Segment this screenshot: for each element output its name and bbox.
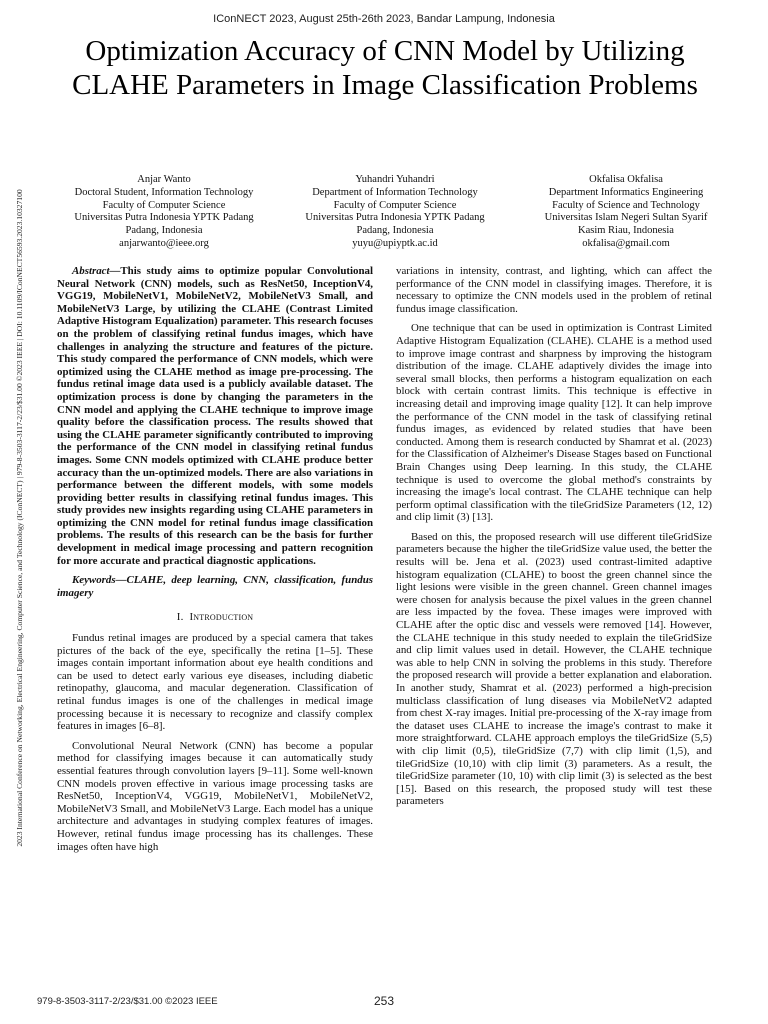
author-email[interactable]: okfalisa@gmail.com — [582, 237, 670, 249]
author-university: Universitas Islam Negeri Sultan Syarif — [544, 212, 708, 224]
conference-header: IConNECT 2023, August 25th-26th 2023, Bandar Lampung, Indonesia — [213, 13, 555, 25]
author-name: Yuhandri Yuhandri — [355, 174, 435, 185]
author-name: Anjar Wanto — [137, 174, 191, 185]
paper-title: Optimization Accuracy of CNN Model by Utilizing CLAHE Parameters in Image Classification Problems — [72, 35, 698, 101]
author-block — [50, 174, 740, 251]
author-location: Padang, Indonesia — [125, 225, 203, 237]
author-name: Okfalisa Okfalisa — [589, 174, 663, 185]
author-1 — [50, 174, 278, 251]
keywords-text: CLAHE, deep learning, CNN, classification, fundus imagery — [57, 574, 373, 599]
left-column — [57, 265, 373, 860]
footer-isbn: 979-8-3503-3117-2/23/$31.00 ©2023 IEEE — [37, 996, 218, 1007]
author-affiliation: Doctoral Student, Information Technology — [74, 186, 254, 198]
keywords — [57, 574, 373, 599]
author-2 — [281, 174, 509, 251]
abstract-label: Abstract— — [72, 265, 121, 277]
section-title: Introduction — [189, 611, 254, 624]
author-faculty: Faculty of Computer Science — [102, 199, 226, 211]
author-3 — [512, 174, 740, 251]
section-number: I. — [176, 611, 184, 624]
author-university: Universitas Putra Indonesia YPTK Padang — [74, 212, 254, 224]
author-faculty: Faculty of Computer Science — [333, 199, 457, 211]
author-affiliation: Department of Information Technology — [312, 186, 478, 198]
abstract-text: This study aims to optimize popular Convolutional Neural Network (CNN) models, such as ResNet50, InceptionV4, VGG19, MobileNetV1, MobileNetV2, MobileNetV3 Small, and MobileNetV3 Large, by utilizing the CLAHE (Contrast Limited Adaptive Histogram Equalization) parameter. This research focuses on the problem of classifying retinal fundus images, which have challenges in analyzing the structure and features of the picture. This study compared the performance of CNN models, which were optimized using the CLAHE method as image pre-processing. The fundus retinal image data used is a publicly available dataset. The optimization process is done by changing the parameters in the CNN model and applying the CLAHE technique to improve image quality before the classification process. The results showed that using the CLAHE parameter significantly contributed to improving the performance of the CNN model in classifying retinal fundus images. Some CNN models optimized with CLAHE produce better accuracy than the un-optimized models. There are also variations in performance between the different models, with some models providing better results in classifying retinal fundus images. This study provides new insights regarding using CLAHE parameters in optimizing the CNN model for retinal fundus image classification problems. The results of this research can be the basis for further development in medical image processing and pattern recognition for more accurate and practical diagnostic applications. — [57, 265, 373, 567]
doi-sidebar-text: 2023 International Conference on Networking, Electrical Engineering, Computer Science, and Technology (IConNECT) | 979-8-3503-3117-2/23/$31.00 ©2023 IEEE | DOI: 10.1109/IConNECT56593.2023.10327100 — [15, 189, 24, 847]
author-faculty: Faculty of Science and Technology — [552, 199, 700, 211]
author-location: Kasim Riau, Indonesia — [578, 225, 674, 237]
abstract — [57, 265, 373, 567]
body-paragraph: variations in intensity, contrast, and lighting, which can affect the performance of the CNN model in classifying images. Therefore, it is necessary to optimize the CNN models used in the problem of retinal fundus image classification. — [396, 265, 712, 315]
right-column — [396, 265, 712, 815]
author-affiliation: Department Informatics Engineering — [548, 186, 704, 198]
keywords-label: Keywords— — [72, 574, 127, 587]
body-paragraph: One technique that can be used in optimization is Contrast Limited Adaptive Histogram Equalization (CLAHE). CLAHE is a method used to improve image contrast and sharpness by improving the histogram distribution of the image. CLAHE adaptively divides the image into several small blocks, then performs a histogram equalization on each block with certain contrast limits. This technique is effective in increasing detail and improving image quality [12]. It can help improve the performance of the CNN model in the task of classifying retinal fundus images, as evidenced by related studies that have been conducted. Among them is research conducted by Shamrat et al. (2023) for the Classification of Alzheimer's Disease Stages based on Functional Brain Changes using Deep learning. In this study, the CLAHE technique is used to overcome the global method's constraints by increasing the image's local contrast. The CLAHE technique can help perform optimal classification with the tileGridSize Parameters (12, 12) and clip limit (3) [13]. — [396, 322, 712, 524]
doi-sidebar — [12, 88, 28, 948]
page-number: 253 — [373, 994, 395, 1008]
author-university: Universitas Putra Indonesia YPTK Padang — [305, 212, 485, 224]
author-email[interactable]: yuyu@upiyptk.ac.id — [352, 237, 438, 249]
author-location: Padang, Indonesia — [356, 225, 434, 237]
body-paragraph: Based on this, the proposed research will use different tileGridSize parameters because the higher the tileGridSize value used, the better the results will be. Jena et al. (2023) used contrast-limited adaptive histogram equalization (CLAHE) to boost the green channel since the light lesions were visible in the green channel. Green channel images were chosen for analysis because the pixel values in the green channel are less impacted by the fovea. These images were improved with CLAHE after the optic disc and vessels were removed [14]. However, the CLAHE technique in this study needed to explain the tileGridSize and clip limit values used in detail. However, the CLAHE technique was able to help CNN in solving the problems in this study. Therefore the proposed research will provide a better explanation and elaboration. In another study, Shamrat et al. (2023) performed a high-precision multiclass classification of lung diseases via MobileNetV2 adapted from chest X-ray images. Initial pre-processing of the X-ray image from the dataset uses CLAHE to increase the image's contrast to make it more straightforward. CLAHE approach employs the tileGridSize (5,5) with clip limit (0,5), tileGridSize (7,7) with clip limit (1,5), and tileGridSize (10,10) with clip limit (3) parameters. As a result, the tileGridSize parameter (10, 10) with clip limit (3) is selected as the best [15]. Based on this research, the proposed study will test these parameters — [396, 530, 712, 808]
section-heading-introduction — [57, 611, 373, 624]
body-paragraph: Convolutional Neural Network (CNN) has become a popular method for classifying images because it can automatically study essential features through convolution layers [9–11]. Some well-known CNN models proven effective in various image processing tasks are ResNet50, InceptionV4, VGG19, MobileNetV1, MobileNetV2, MobileNetV3 Small, and MobileNetV3 Large. Each model has a unique architecture and advantages in studying complex features of images. However, retinal fundus image processing has its challenges. These images often have high — [57, 739, 373, 853]
author-email[interactable]: anjarwanto@ieee.org — [119, 237, 209, 249]
body-paragraph: Fundus retinal images are produced by a special camera that takes pictures of the back of the eye, specifically the retina [1–5]. These images contain important information about eye health conditions and can be used to detect early various eye diseases, including diabetic retinopathy, glaucoma, and macular degeneration. Classification of retinal fundus images is one of the challenges in medical image processing because it is necessary to recognize and classify complex features in images [6–8]. — [57, 632, 373, 733]
